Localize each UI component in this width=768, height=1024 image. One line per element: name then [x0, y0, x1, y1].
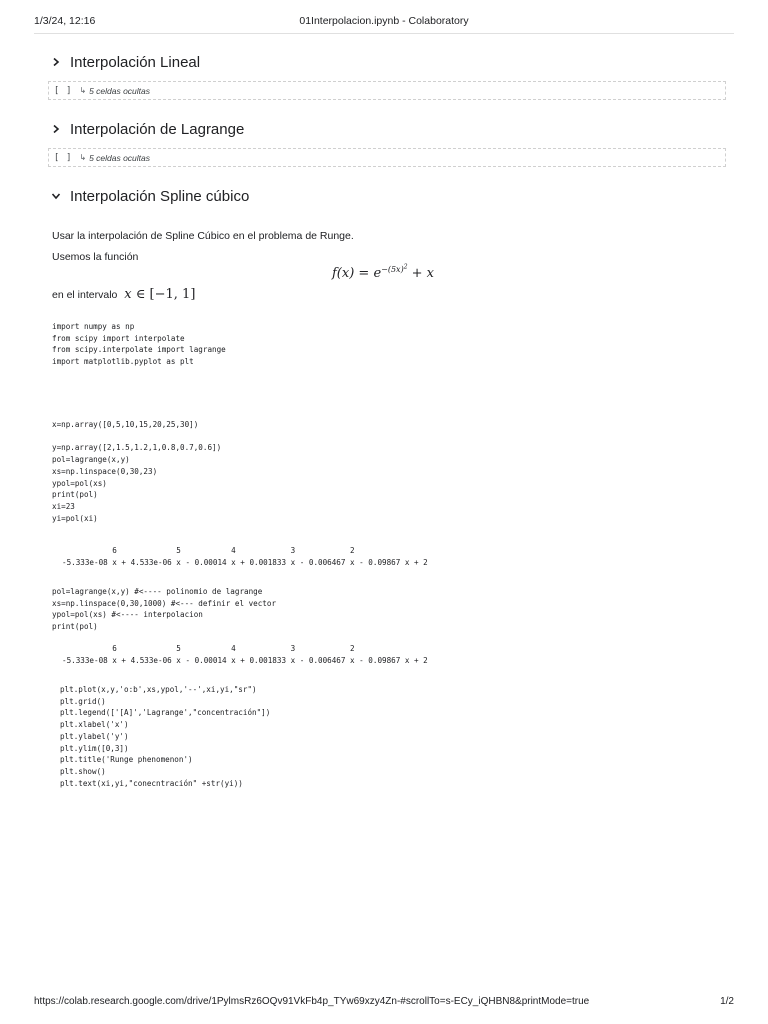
formula-lhs: f(x) = e	[332, 265, 382, 281]
code-cell-plot[interactable]: plt.plot(x,y,'o:b',xs,ypol,'--',xi,yi,"sr") plt.grid() plt.legend(['[A]','Lagrange',"concentración"]) plt.xlabel('x') plt.ylabel('y') plt.ylim([0,3]) plt.title('Runge phenomenon') plt.show() plt.text(xi,yi,"conecntración" +str(yi))	[60, 685, 271, 788]
hidden-cells-bar[interactable]	[48, 148, 726, 167]
cell-brackets: [ ]	[54, 85, 73, 96]
interval-symbol: ∈	[135, 287, 146, 302]
hidden-cells-label: 5 celdas ocultas	[89, 85, 151, 96]
runge-formula	[332, 263, 434, 281]
print-header	[34, 15, 734, 31]
code-cell-lagrange[interactable]: x=np.array([0,5,10,15,20,25,30]) y=np.array([2,1.5,1.2,1,0.8,0.7,0.6]) pol=lagrange(x,y) xs=np.linspace(0,30,23) ypol=pol(xs) print(pol) xi=23 yi=pol(xi)	[52, 420, 222, 523]
formula-rhs: + x	[411, 265, 435, 281]
interval-prefix: en el intervalo	[52, 289, 118, 301]
hidden-cells-label: 5 celdas ocultas	[89, 152, 151, 163]
section-interpolacion-lineal[interactable]	[48, 50, 200, 74]
code-cell-imports[interactable]: import numpy as np from scipy import interpolate from scipy.interpolate import lagrange import matplotlib.pyplot as plt	[52, 322, 226, 367]
page-number: 1/2	[720, 996, 734, 1007]
cell-output: 6 5 4 3 2 -5.333e-08 x + 4.533e-06 x - 0.00014 x + 0.001833 x - 0.006467 x - 0.09867 x + 2	[62, 644, 428, 665]
corner-arrow-icon: ↳	[79, 153, 87, 162]
corner-arrow-icon: ↳	[79, 86, 87, 95]
cell-output: 6 5 4 3 2 -5.333e-08 x + 4.533e-06 x - 0.00014 x + 0.001833 x - 0.006467 x - 0.09867 x + 2	[62, 546, 428, 567]
chevron-right-icon[interactable]	[48, 121, 64, 137]
section-heading: Interpolación de Lagrange	[70, 120, 245, 138]
usemos-text: Usemos la función	[52, 251, 139, 263]
cell-brackets: [ ]	[54, 152, 73, 163]
chevron-down-icon[interactable]	[48, 188, 64, 204]
code-cell-lagrange-1000[interactable]: pol=lagrange(x,y) #<---- polinomio de lagrange xs=np.linspace(0,30,1000) #<--- definir el vector ypol=pol(xs) #<---- interpolacion print(pol)	[52, 587, 277, 632]
interval-range: [−1, 1]	[149, 287, 196, 302]
print-url: https://colab.research.google.com/drive/1PylmsRz6OQv91VkFb4p_TYw69xzy4Zn-#scrollTo=s-ECy_iQHBN8&printMode=true	[34, 996, 590, 1007]
chevron-right-icon[interactable]	[48, 54, 64, 70]
interval-text	[52, 287, 195, 302]
spline-intro-text: Usar la interpolación de Spline Cúbico en el problema de Runge.	[52, 230, 354, 242]
header-divider	[34, 33, 734, 34]
interval-variable: x	[124, 287, 132, 302]
section-interpolacion-lagrange[interactable]	[48, 117, 244, 141]
print-page-title: 01Interpolacion.ipynb - Colaboratory	[299, 15, 469, 27]
section-heading: Interpolación Spline cúbico	[70, 187, 250, 205]
section-interpolacion-spline[interactable]	[48, 184, 249, 208]
interval-math	[124, 287, 195, 302]
hidden-cells-bar[interactable]	[48, 81, 726, 100]
print-datetime: 1/3/24, 12:16	[34, 15, 96, 27]
section-heading: Interpolación Lineal	[70, 53, 201, 71]
formula-exponent-power: 2	[403, 263, 408, 270]
formula-exponent: −(5x)	[381, 264, 404, 274]
